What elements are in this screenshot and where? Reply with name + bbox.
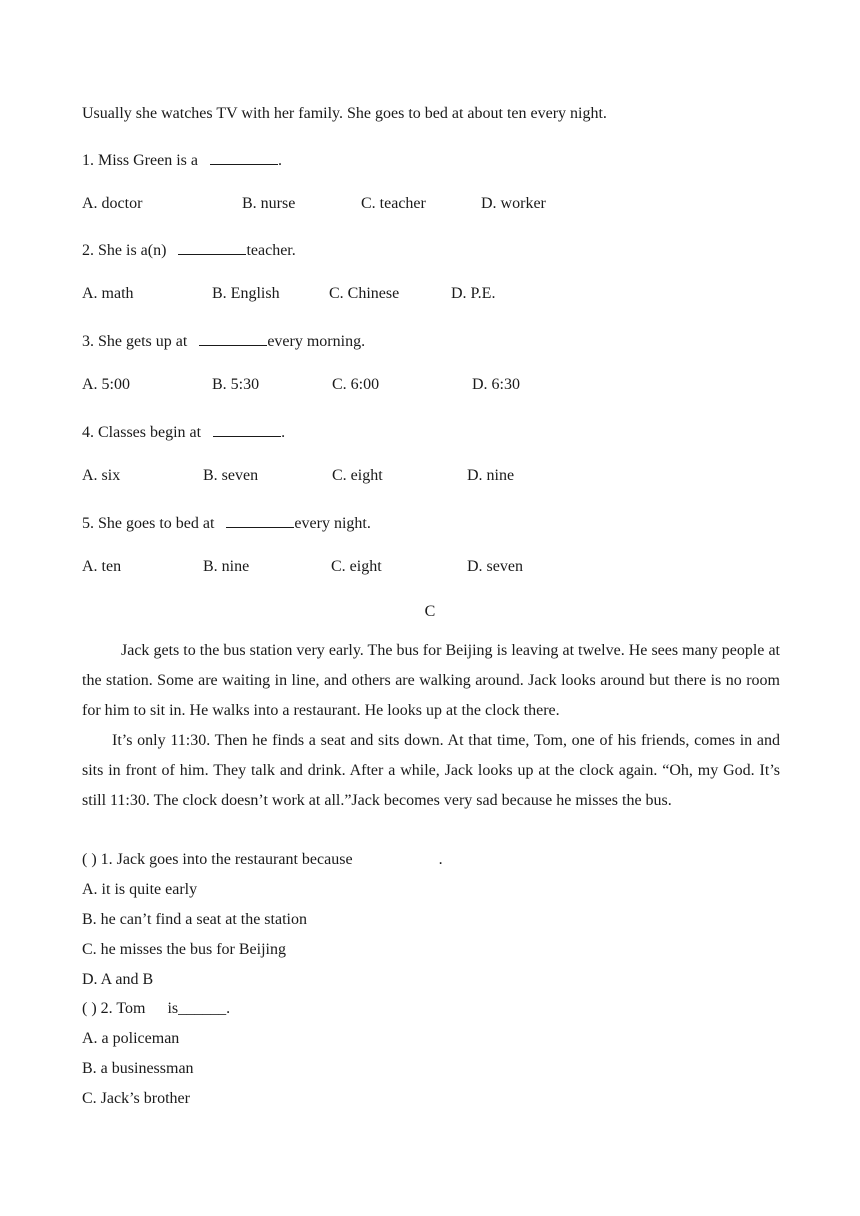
question-text-end: every night. [294, 515, 371, 532]
option: D. A and B [82, 971, 154, 988]
option: A. six [82, 467, 121, 484]
answer-blank [199, 330, 267, 346]
question-text: 2. She is a(n) [82, 242, 167, 259]
question-text: 1. Jack goes into the restaurant because [100, 851, 353, 868]
option: B. seven [203, 467, 259, 484]
answer-blank [178, 239, 246, 255]
option: C. eight [331, 558, 382, 575]
question-text-end: . [281, 424, 286, 441]
option: A. a policeman [82, 1030, 180, 1047]
section-heading: C [424, 603, 436, 620]
option: B. he can’t find a seat at the station [82, 911, 307, 928]
question-text: 2. Tom [100, 1000, 146, 1017]
question-b1 [82, 149, 282, 171]
option: A. doctor [82, 195, 143, 212]
question-c1 [82, 850, 443, 870]
answer-blank [226, 512, 294, 528]
option: D. worker [481, 195, 546, 212]
question-c2 [82, 999, 230, 1019]
option: C. teacher [361, 195, 426, 212]
option: C. Chinese [329, 285, 400, 302]
option: B. 5:30 [212, 376, 260, 393]
paragraph-text: Jack gets to the bus station very early. The bus for Beijing is leaving at twelve. He sees many people at the station. Some are waiting in line, and others are walking around. Jack looks around but there is no room for him to sit in. He walks into a restaurant. He looks up at the clock there. [82, 642, 780, 719]
answer-blank [213, 421, 281, 437]
option: C. 6:00 [332, 376, 380, 393]
passage-paragraph-1 [82, 636, 780, 726]
answer-paren: ( ) [82, 1000, 97, 1017]
option: B. nurse [242, 195, 296, 212]
option: D. nine [467, 467, 515, 484]
question-b2 [82, 239, 296, 261]
option: B. nine [203, 558, 250, 575]
question-text-end: teacher. [246, 242, 296, 259]
question-text: 5. She goes to bed at [82, 515, 215, 532]
question-text-end: every morning. [267, 333, 366, 350]
option: A. 5:00 [82, 376, 130, 393]
passage-paragraph-2 [82, 726, 780, 816]
question-text: 4. Classes begin at [82, 424, 202, 441]
option: A. it is quite early [82, 881, 198, 898]
question-text-end: . [277, 152, 282, 169]
option: D. seven [467, 558, 523, 575]
question-text: 1. Miss Green is a [82, 152, 198, 169]
option: B. English [212, 285, 280, 302]
question-text: 3. She gets up at [82, 333, 188, 350]
question-text-end: . [438, 851, 443, 868]
option: C. he misses the bus for Beijing [82, 941, 286, 958]
option: D. 6:30 [472, 376, 520, 393]
answer-blank [210, 149, 278, 165]
question-text-end: is______. [167, 1000, 231, 1017]
answer-paren: ( ) [82, 851, 97, 868]
intro-line: Usually she watches TV with her family. She goes to bed at about ten every night. [82, 105, 607, 122]
option: B. a businessman [82, 1060, 194, 1077]
option: A. math [82, 285, 134, 302]
option: C. eight [332, 467, 383, 484]
option: D. P.E. [451, 285, 496, 302]
question-b5 [82, 512, 371, 534]
paragraph-text: It’s only 11:30. Then he finds a seat and sits down. At that time, Tom, one of his friends, comes in and sits in front of him. They talk and drink. After a while, Jack looks up at the clock again. “Oh, my God. It’s still 11:30. The clock doesn’t work at all.”Jack becomes very sad because he misses the bus. [82, 732, 780, 809]
question-b3 [82, 330, 365, 352]
option: A. ten [82, 558, 122, 575]
question-b4 [82, 421, 285, 443]
option: C. Jack’s brother [82, 1090, 190, 1107]
